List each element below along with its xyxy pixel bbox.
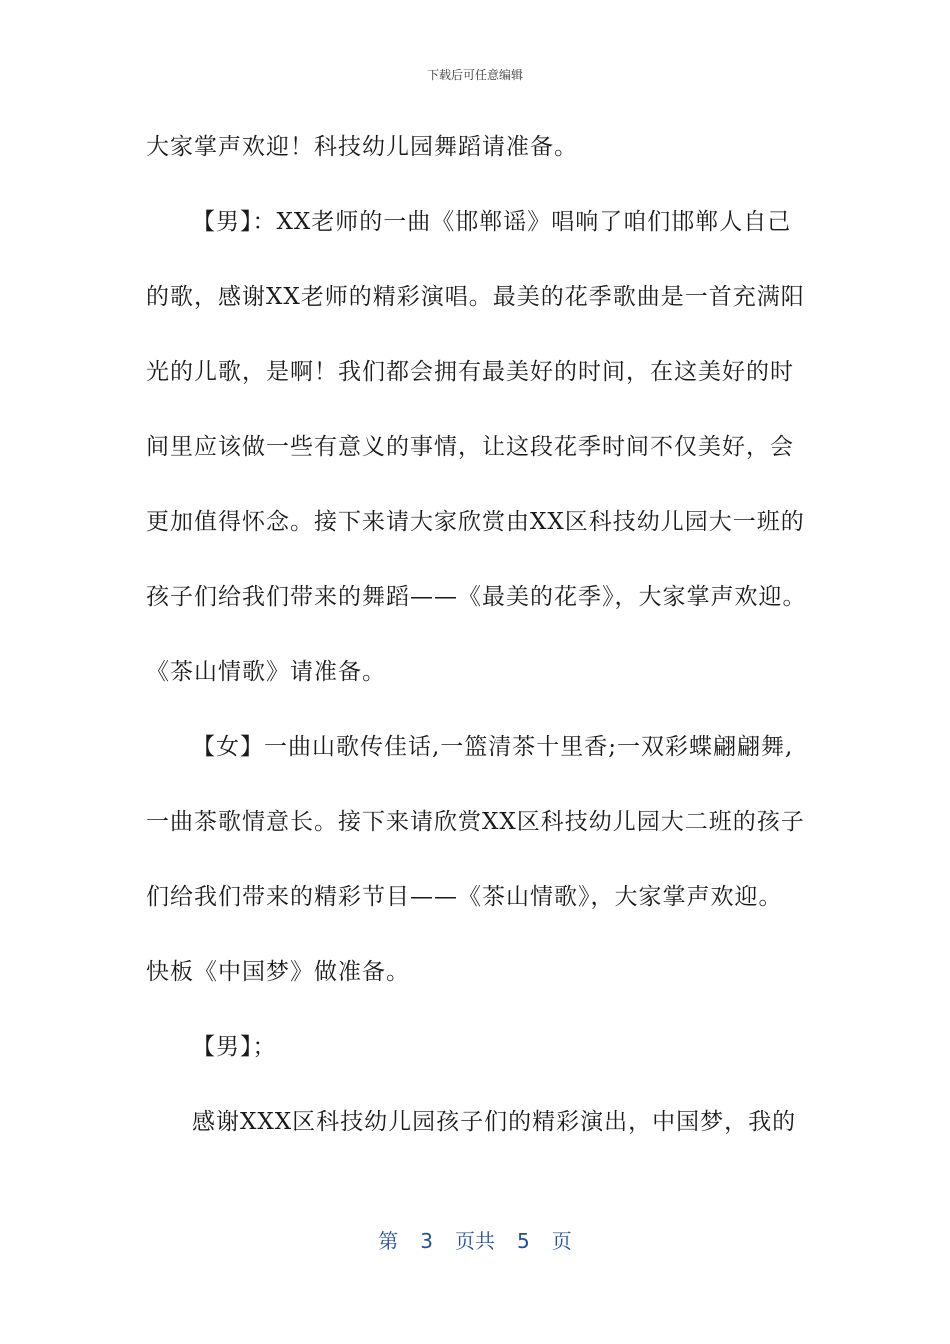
total-pages-number: 5 (517, 1229, 530, 1253)
current-page-number: 3 (420, 1229, 433, 1253)
text-line: 《茶山情歌》请准备。 (146, 659, 386, 685)
text-line: 【女】一曲山歌传佳话,一篮清茶十里香;一双彩蝶翩翩舞, (192, 734, 794, 760)
text-line: 一曲茶歌情意长。接下来请欣赏XX区科技幼儿园大二班的孩子 (146, 809, 805, 835)
document-body (146, 120, 816, 1170)
text-line: 光的儿歌，是啊！我们都会拥有最美好的时间，在这美好的时 (146, 359, 794, 385)
text-line: 【男】：XX老师的一曲《邯郸谣》唱响了咱们邯郸人自己 (192, 209, 792, 235)
footer-middle: 页共 (455, 1229, 495, 1253)
text-line: 大家掌声欢迎！科技幼儿园舞蹈请准备。 (146, 134, 578, 160)
page-header (0, 66, 950, 83)
text-line: 间里应该做一些有意义的事情，让这段花季时间不仅美好，会 (146, 434, 794, 460)
page-footer (0, 1225, 950, 1254)
text-line: 孩子们给我们带来的舞蹈——《最美的花季》，大家掌声欢迎。 (146, 584, 807, 610)
text-line: 们给我们带来的精彩节目——《茶山情歌》，大家掌声欢迎。 (146, 884, 783, 910)
footer-suffix: 页 (551, 1229, 572, 1253)
text-line: 的歌，感谢XX老师的精彩演唱。最美的花季歌曲是一首充满阳 (146, 284, 805, 310)
footer-prefix: 第 (378, 1229, 399, 1253)
text-line: 【男】； (192, 1034, 277, 1060)
text-line: 快板《中国梦》做准备。 (146, 959, 410, 985)
text-line: 感谢XXX区科技幼儿园孩子们的精彩演出，中国梦，我的 (192, 1109, 797, 1135)
text-line: 更加值得怀念。接下来请大家欣赏由XX区科技幼儿园大一班的 (146, 509, 805, 535)
header-text: 下载后可任意编辑 (426, 68, 523, 82)
